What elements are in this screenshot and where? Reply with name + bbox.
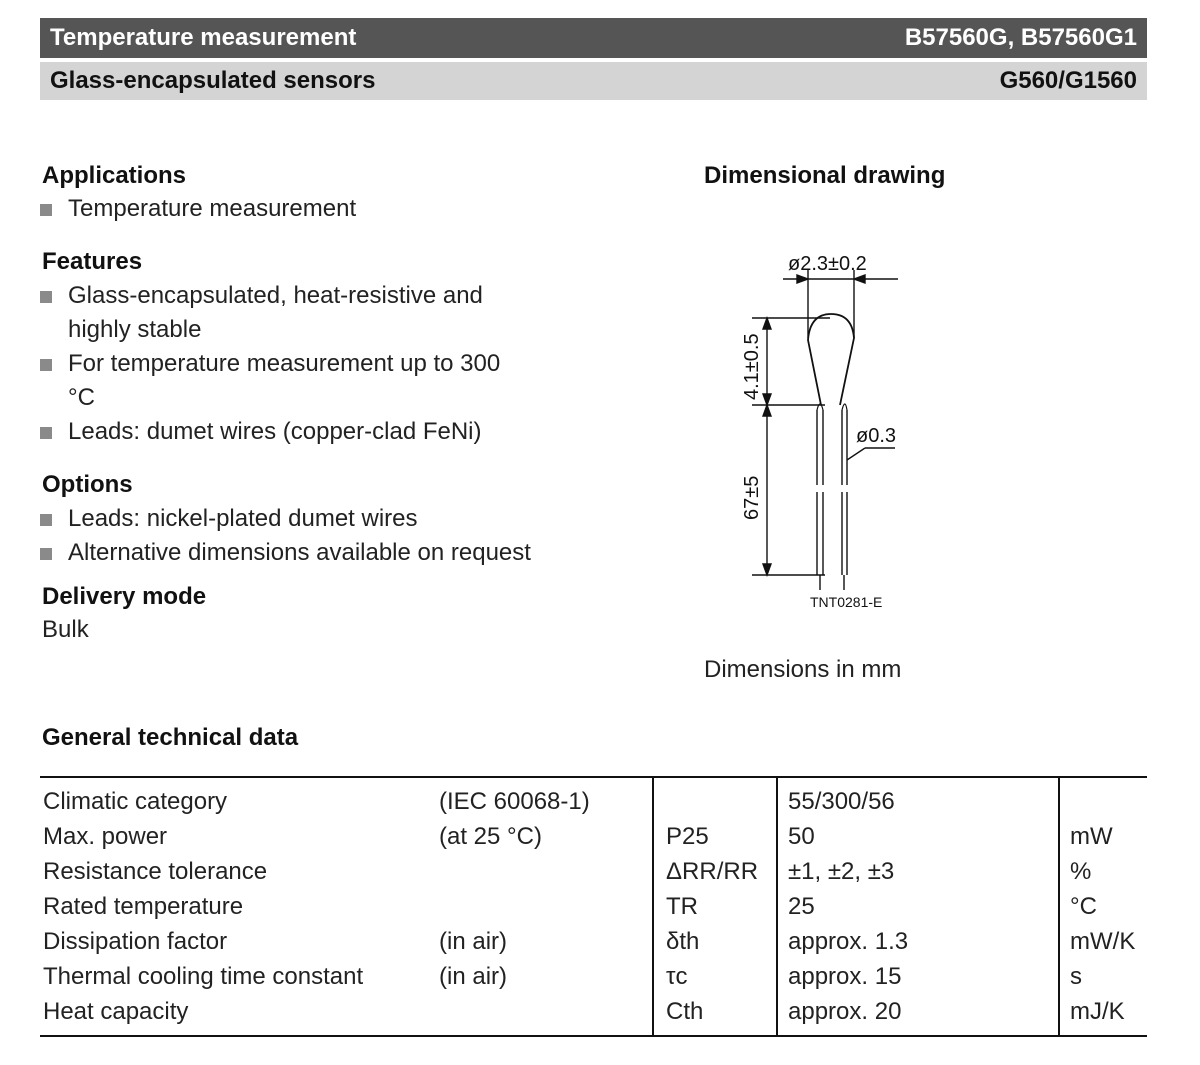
symbol-cell: ΔRR/RR [653,854,777,889]
table-row [40,994,1147,1036]
unit-cell: % [1059,854,1147,889]
unit-cell [1059,777,1147,819]
table-row [40,777,1147,819]
list-item: For temperature measurement up to 300 °C [40,347,530,415]
applications-list [40,192,600,226]
header-bar [40,18,1147,58]
table-row [40,959,1147,994]
condition-cell [439,854,653,889]
symbol-cell: τc [653,959,777,994]
value-cell: 25 [777,889,1059,924]
table-row [40,819,1147,854]
glass-bead [808,314,854,405]
applications-heading: Applications [42,162,187,189]
symbol-cell [653,777,777,819]
symbol-cell: TR [653,889,777,924]
symbol-cell: δth [653,924,777,959]
unit-cell: mJ/K [1059,994,1147,1036]
drawing-caption: Dimensions in mm [704,656,902,683]
dim-lead-length-label: 67±5 [741,475,763,520]
condition-cell: (in air) [439,962,508,990]
param-cell: Heat capacity [43,997,189,1025]
features-heading: Features [42,248,143,275]
param-cell: Resistance tolerance [43,857,268,885]
unit-cell: mW/K [1059,924,1147,959]
unit-cell: °C [1059,889,1147,924]
list-item: Leads: dumet wires (copper-clad FeNi) [40,415,530,449]
condition-cell [439,994,653,1036]
unit-cell: s [1059,959,1147,994]
value-cell: approx. 20 [777,994,1059,1036]
condition-cell: (IEC 60068-1) [439,787,590,815]
dim-wire-label: ø0.3 [856,425,897,447]
header-title: Temperature measurement [50,24,357,51]
symbol-cell: P25 [653,819,777,854]
header-subtitle: Glass-encapsulated sensors [50,67,376,94]
param-cell: Rated temperature [43,892,244,920]
technical-heading: General technical data [42,724,299,751]
arrow [797,275,808,283]
table-row [40,889,1147,924]
list-item: Glass-encapsulated, heat-resistive and highly stable [40,279,530,347]
options-heading: Options [42,471,133,498]
header-series: G560/G1560 [999,67,1137,94]
delivery-value: Bulk [42,616,89,643]
technical-data-table [40,776,1147,1037]
symbol-cell: Cth [653,994,777,1036]
drawing-heading: Dimensional drawing [704,162,946,189]
value-cell: approx. 1.3 [777,924,1059,959]
condition-cell: (in air) [439,927,508,955]
arrow [854,275,865,283]
param-cell: Max. power [43,822,168,850]
value-cell: approx. 15 [777,959,1059,994]
lead-wire-left [817,410,823,575]
list-item: Alternative dimensions available on request [40,536,640,570]
unit-cell: mW [1059,819,1147,854]
dim-diameter-label: ø2.3±0.2 [788,253,867,275]
list-item: Leads: nickel-plated dumet wires [40,502,640,536]
value-cell: ±1, ±2, ±3 [777,854,1059,889]
delivery-heading: Delivery mode [42,583,207,610]
param-cell: Dissipation factor [43,927,228,955]
lead-wire-right [842,410,847,575]
options-list [40,502,640,570]
param-cell: Thermal cooling time constant [43,962,364,990]
condition-cell [439,889,653,924]
dimensional-drawing [700,230,960,630]
table-row [40,854,1147,889]
dim-body-length-label: 4.1±0.5 [741,333,763,400]
value-cell: 50 [777,819,1059,854]
header-part-numbers: B57560G, B57560G1 [904,24,1137,51]
param-cell: Climatic category [43,787,228,815]
table-row [40,924,1147,959]
leader-line [847,448,865,460]
value-cell: 55/300/56 [777,777,1059,819]
condition-cell: (at 25 °C) [439,822,542,850]
features-list [40,279,530,449]
list-item: Temperature measurement [40,192,600,226]
drawing-id: TNT0281-E [810,594,883,610]
subheader-bar [40,62,1147,100]
